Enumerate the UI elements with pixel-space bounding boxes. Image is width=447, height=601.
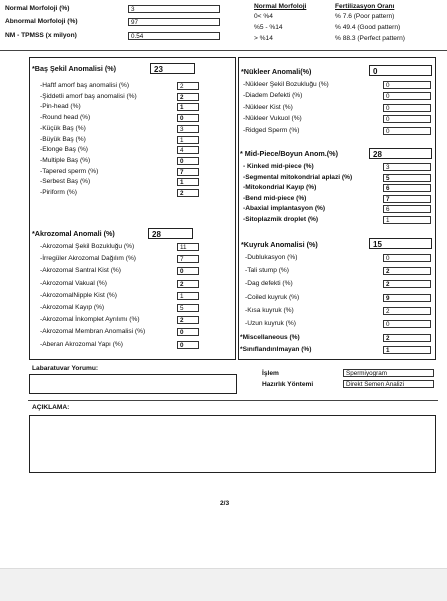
- abnormal-morfoloji-label: Abnormal Morfoloji (%): [5, 18, 78, 25]
- nukleer-item-label: -Diadem Defekti (%): [243, 92, 303, 100]
- bas-item-value: 1: [177, 136, 199, 144]
- akrozomal-item-value: 1: [177, 292, 199, 300]
- bas-item-label: -Şiddetli amorf baş anomalisi (%): [40, 92, 137, 100]
- akrozomal-item-value: 0: [177, 267, 199, 275]
- bas-item-value: 2: [177, 93, 199, 101]
- page-number: 2/3: [220, 500, 230, 507]
- bas-item-value: 4: [177, 146, 199, 154]
- viewer-bottom-bar: [0, 568, 447, 601]
- nukleer-total: 0: [369, 65, 432, 76]
- midpiece-item-value: 7: [383, 195, 431, 203]
- akrozomal-item-label: -Aberan Akrozomal Yapı (%): [40, 340, 123, 348]
- midpiece-title: * Mid-Piece/Boyun Anom.(%): [240, 149, 338, 158]
- kuyruk-item-value: 0: [383, 320, 431, 328]
- siniflandirilmayan-label: *Sınıflandırılmayan (%): [240, 346, 312, 353]
- midpiece-total: 28: [369, 148, 432, 159]
- header-divider: [0, 50, 447, 51]
- nukleer-item-label: -Nükleer Kist (%): [243, 103, 293, 111]
- lab-yorum-label: Labaratuvar Yorumu:: [32, 365, 99, 372]
- ref-rate: % 7.6 (Poor pattern): [335, 13, 395, 20]
- bas-item-value: 1: [177, 103, 199, 111]
- akrozomal-total: 28: [148, 228, 193, 239]
- midpiece-item-value: 1: [383, 216, 431, 224]
- bas-item-label: -Elonge Baş (%): [40, 146, 89, 154]
- ref-col2-title: Fertilizasyon Oranı: [335, 3, 395, 10]
- islem-label: İşlem: [262, 370, 279, 377]
- midpiece-item-label: -Mitokondrial Kayıp (%): [243, 184, 317, 192]
- midpiece-item-label: -Sitoplazmik droplet (%): [243, 216, 319, 223]
- siniflandirilmayan-value: 1: [383, 346, 431, 354]
- midpiece-item-value: 3: [383, 163, 431, 171]
- akrozomal-item-label: -Akrozomal Vakual (%): [40, 279, 107, 287]
- bas-item-value: 3: [177, 125, 199, 133]
- midpiece-item-label: -Bend mid-piece (%): [243, 194, 307, 202]
- kuyruk-item-value: 2: [383, 307, 431, 315]
- akrozomal-item-label: -Akrozomal Santral Kist (%): [40, 267, 121, 275]
- akrozomal-item-label: -AkrozomalNipple Kist (%): [40, 291, 117, 299]
- bas-item-label: -Küçük Baş (%): [40, 124, 86, 132]
- bas-item-label: -Piriform (%): [40, 189, 77, 196]
- midpiece-item-value: 5: [383, 174, 431, 182]
- kuyruk-item-label: -Uzun kuyruk (%): [245, 320, 296, 327]
- bas-item-label: -Round head (%): [40, 114, 91, 122]
- nukleer-item-label: -Nükleer Şekil Bozukluğu (%): [243, 81, 329, 88]
- bas-total: 23: [150, 63, 195, 74]
- nukleer-item-value: 0: [383, 127, 431, 135]
- aciklama-box: [29, 415, 436, 473]
- bas-item-value: 0: [177, 114, 199, 122]
- kuyruk-item-value: 0: [383, 254, 431, 262]
- akrozomal-item-value: 2: [177, 316, 199, 324]
- ref-range: > %14: [254, 35, 273, 42]
- akrozomal-item-value: 0: [177, 328, 199, 336]
- normal-morfoloji-value: 3: [128, 5, 220, 13]
- kuyruk-item-value: 9: [383, 294, 431, 302]
- normal-morfoloji-label: Normal Morfoloji (%): [5, 5, 70, 12]
- nukleer-item-value: 0: [383, 92, 431, 100]
- bas-item-value: 2: [177, 82, 199, 90]
- akrozomal-item-value: 7: [177, 255, 199, 263]
- akrozomal-item-label: -Akrozomal Şekil Bozukluğu (%): [40, 243, 135, 250]
- akrozomal-item-label: -Akrozomal İnkomplet Ayrılımı (%): [40, 316, 140, 324]
- ref-range: 0< %4: [254, 13, 273, 20]
- ref-col1-title: Normal Morfoloji: [254, 3, 307, 10]
- bas-item-value: 0: [177, 157, 199, 165]
- nukleer-item-value: 0: [383, 115, 431, 123]
- bas-item-value: 2: [177, 189, 199, 197]
- akrozomal-item-value: 5: [177, 304, 199, 312]
- bas-title: *Baş Şekil Anomalisi (%): [32, 64, 117, 73]
- abnormal-morfoloji-value: 97: [128, 18, 220, 26]
- bas-item-label: -Pin-head (%): [40, 103, 81, 111]
- kuyruk-title: *Kuyruk Anomalisi (%): [241, 240, 318, 249]
- nm-tpmss-value: 0.54: [128, 32, 220, 40]
- aciklama-divider: [28, 400, 438, 401]
- bas-item-label: -Multiple Baş (%): [40, 156, 91, 164]
- bas-item-label: -Haftf amorf baş anomalisi (%): [40, 82, 130, 89]
- miscellaneous-label: *Miscellaneous (%): [240, 334, 300, 341]
- akrozomal-item-label: -Akrozomal Kayıp (%): [40, 304, 105, 311]
- nukleer-title: *Nükleer Anomali(%): [241, 67, 312, 76]
- kuyruk-item-label: -Kısa kuyruk (%): [245, 306, 294, 314]
- kuyruk-item-value: 2: [383, 280, 431, 288]
- ref-rate: % 49.4 (Good pattern): [335, 24, 401, 31]
- nm-tpmss-label: NM - TPMSS (x milyon): [5, 32, 77, 39]
- midpiece-item-value: 6: [383, 184, 431, 192]
- midpiece-item-label: -Segmental mitokondrial aplazi (%): [243, 173, 353, 181]
- islem-value: Spermiyogram: [343, 369, 434, 377]
- kuyruk-item-label: -Tali stump (%): [245, 267, 289, 275]
- midpiece-item-label: -Abaxial implantasyon (%): [243, 205, 326, 213]
- kuyruk-item-value: 2: [383, 267, 431, 275]
- nukleer-item-value: 0: [383, 104, 431, 112]
- midpiece-item-label: - Kinked mid-piece (%): [243, 163, 314, 170]
- aciklama-label: AÇIKLAMA:: [32, 404, 70, 411]
- kuyruk-item-label: -Coiled kuyruk (%): [245, 293, 300, 301]
- yontem-label: Hazırlık Yöntemi: [262, 381, 314, 388]
- bas-item-label: -Tapered sperm (%): [40, 167, 99, 175]
- bas-item-label: -Büyük Baş (%): [40, 135, 86, 143]
- akrozomal-item-value: 2: [177, 280, 199, 288]
- bas-item-label: -Serbest Baş (%): [40, 178, 91, 186]
- akrozomal-item-label: -Akrozomal Membran Anomalisi (%): [40, 328, 146, 336]
- akrozomal-item-label: -İrregüler Akrozomal Dağılım (%): [40, 255, 136, 263]
- kuyruk-item-label: -Dag defekti (%): [245, 280, 293, 288]
- midpiece-item-value: 6: [383, 205, 431, 213]
- akrozomal-title: *Akrozomal Anomali (%): [32, 229, 115, 238]
- kuyruk-total: 15: [369, 238, 432, 249]
- akrozomal-item-value: 0: [177, 341, 199, 349]
- ref-rate: % 88.3 (Perfect pattern): [335, 35, 406, 42]
- bas-item-value: 7: [177, 168, 199, 176]
- nukleer-item-label: -Nükleer Vukuol (%): [243, 115, 302, 123]
- yontem-value: Direkt Semen Analizi: [343, 380, 434, 388]
- kuyruk-item-label: -Dublukasyon (%): [245, 254, 298, 261]
- bas-item-value: 1: [177, 178, 199, 186]
- ref-range: %5 - %14: [254, 24, 283, 31]
- lab-yorum-box: [29, 374, 237, 394]
- nukleer-item-value: 0: [383, 81, 431, 89]
- akrozomal-item-value: 11: [177, 243, 199, 251]
- miscellaneous-value: 2: [383, 334, 431, 342]
- nukleer-item-label: -Ridged Sperm (%): [243, 126, 300, 134]
